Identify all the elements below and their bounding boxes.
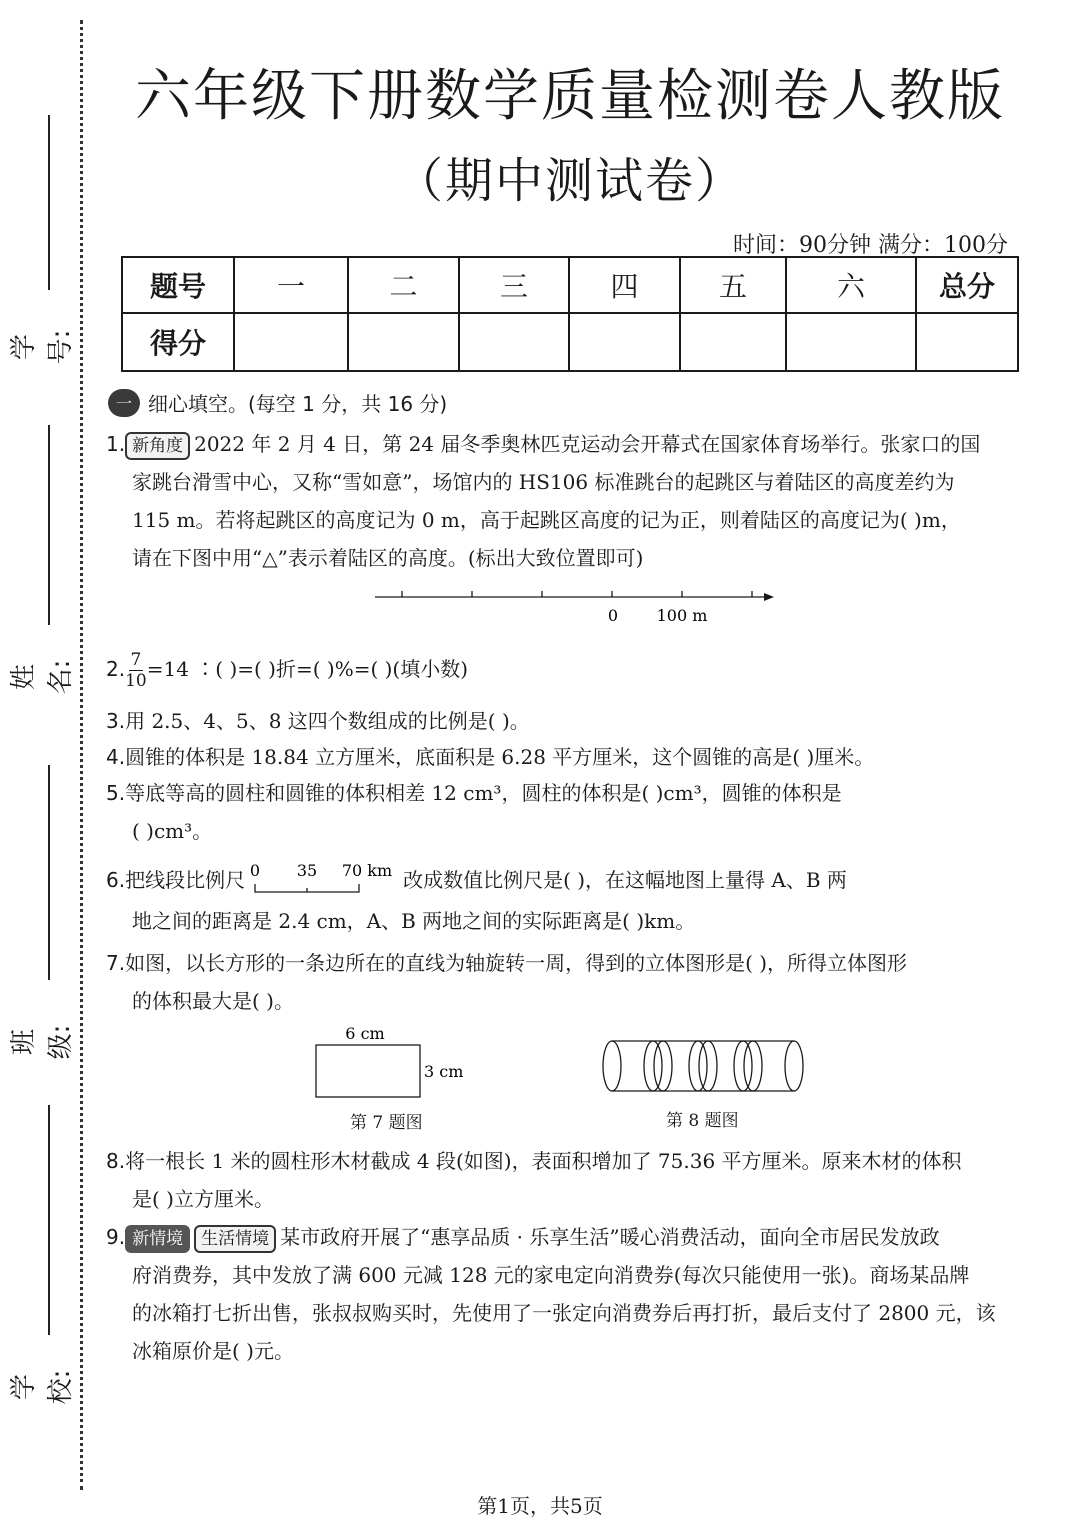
score-input-2[interactable] <box>348 313 459 371</box>
q1-line-1: 2022 年 2 月 4 日，第 24 届冬季奥林匹克运动会开幕式在国家体育场举行。张家口的国 <box>194 432 981 456</box>
q1-line-3: 115 m。若将起跳区的高度记为 0 m，高于起跳区高度的记为正，则着陆区的高度记为( )m， <box>132 508 961 532</box>
rect-width-label: 6 cm <box>345 1024 385 1043</box>
q8-line-1: 将一根长 1 米的圆柱形木材截成 4 段(如图)，表面积增加了 75.36 平方厘米。原来木材的体积 <box>125 1149 962 1173</box>
section-number-badge: 一 <box>108 389 140 417</box>
q2-text: =14 ∶( )=( )折=( )%=( )(填小数) <box>146 657 469 681</box>
question-8 <box>106 1142 1022 1218</box>
q3-text: 用 2.5、4、5、8 这四个数组成的比例是( )。 <box>125 709 530 733</box>
question-number: 8. <box>106 1149 126 1173</box>
question-9 <box>106 1218 1022 1370</box>
score-cell-label: 题号 <box>122 257 234 313</box>
q7-line-1: 如图，以长方形的一条边所在的直线为轴旋转一周，得到的立体图形是( )，所得立体图形 <box>125 951 908 975</box>
q9-line-2: 府消费券，其中发放了满 600 元减 128 元的家电定向消费券(每次只能使用一张)。商场某品牌 <box>132 1263 970 1287</box>
student-id-line <box>48 115 50 290</box>
question-number: 7. <box>106 951 126 975</box>
scale-label-35: 35 <box>296 861 318 880</box>
q9-line-4: 冰箱原价是( )元。 <box>132 1339 294 1363</box>
cylinder-end-left <box>603 1041 621 1091</box>
tag-new-situation: 新情境 <box>125 1225 190 1253</box>
question-2 <box>106 650 1022 691</box>
section-title: 细心填空。(每空 1 分，共 16 分) <box>148 392 448 416</box>
question-3 <box>106 702 1022 740</box>
q8-line-2: 是( )立方厘米。 <box>132 1187 274 1211</box>
score-input-total[interactable] <box>916 313 1018 371</box>
q6-line-2: 地之间的距离是 2.4 cm，A、B 两地之间的实际距离是( )km。 <box>132 909 696 933</box>
rect-height-label: 3 cm <box>424 1062 464 1081</box>
time-info: 时间：90分钟 满分：100分 <box>733 233 1008 258</box>
score-row-label: 得分 <box>122 313 234 371</box>
score-cell-section-3: 三 <box>459 257 569 313</box>
question-number: 4. <box>106 745 126 769</box>
score-cell-section-4: 四 <box>569 257 680 313</box>
q5-line-2: ( )cm³。 <box>132 819 213 843</box>
number-line-arrow <box>764 593 774 601</box>
question-number: 2. <box>106 657 126 681</box>
q9-line-3: 的冰箱打七折出售，张叔叔购买时，先使用了一张定向消费券后再打折，最后支付了 2800 元，该 <box>132 1301 996 1325</box>
scale-label-70km: 70 km <box>341 861 393 880</box>
student-id-label: 学号: <box>9 329 76 365</box>
tag-new-angle: 新角度 <box>125 432 190 460</box>
score-input-4[interactable] <box>569 313 680 371</box>
score-cell-section-5: 五 <box>680 257 786 313</box>
class-line <box>48 765 50 980</box>
fraction-7-10 <box>125 650 147 691</box>
fraction-numerator: 7 <box>130 650 142 670</box>
rectangle-shape <box>316 1045 420 1097</box>
score-cell-section-1: 一 <box>234 257 348 313</box>
page-title: 六年级下册数学质量检测卷人教版 <box>135 64 1005 129</box>
binding-dotted-line <box>80 20 83 1490</box>
score-input-3[interactable] <box>459 313 569 371</box>
cut-section <box>734 1041 752 1091</box>
label-100m: 100 m <box>656 606 708 625</box>
label-zero: 0 <box>607 606 619 625</box>
score-table <box>121 256 1019 372</box>
cut-section <box>744 1041 762 1091</box>
q1-line-4: 请在下图中用“△”表示着陆区的高度。(标出大致位置即可) <box>132 546 644 570</box>
number-line-figure <box>370 585 790 635</box>
question-number: 1. <box>106 432 126 456</box>
figure-7-caption: 第 7 题图 <box>350 1113 423 1133</box>
score-input-6[interactable] <box>786 313 916 371</box>
score-cell-section-6: 六 <box>786 257 916 313</box>
cut-section <box>654 1041 672 1091</box>
question-4 <box>106 738 1022 776</box>
q9-line-1: 某市政府开展了“惠享品质 · 乐享生活”暖心消费活动，面向全市居民发放政 <box>280 1225 940 1249</box>
cut-section <box>699 1041 717 1091</box>
cylinder-end-right <box>785 1041 803 1091</box>
q4-text: 圆锥的体积是 18.84 立方厘米，底面积是 6.28 平方厘米，这个圆锥的高是( )厘米。 <box>125 745 875 769</box>
question-number: 9. <box>106 1225 126 1249</box>
tag-life-situation: 生活情境 <box>194 1225 276 1253</box>
school-label: 学校: <box>9 1369 76 1405</box>
question-7 <box>106 944 1022 1020</box>
name-label: 姓名: <box>9 659 76 695</box>
school-line <box>48 1105 50 1335</box>
figure-8-caption: 第 8 题图 <box>666 1111 739 1131</box>
question-number: 6. <box>106 868 126 892</box>
rectangle-figure <box>300 1020 480 1100</box>
q6-after: 改成数值比例尺是( )，在这幅地图上量得 A、B 两 <box>403 868 847 892</box>
line-scale-bar <box>249 860 399 900</box>
question-number: 5. <box>106 781 126 805</box>
q6-lead: 把线段比例尺 <box>125 868 246 892</box>
q7-line-2: 的体积最大是( )。 <box>132 989 294 1013</box>
cut-section <box>644 1041 662 1091</box>
question-1 <box>106 425 1022 577</box>
scale-label-0: 0 <box>250 861 261 880</box>
cylinder-figure <box>598 1036 810 1096</box>
score-cell-total: 总分 <box>916 257 1018 313</box>
score-input-1[interactable] <box>234 313 348 371</box>
score-cell-section-2: 二 <box>348 257 459 313</box>
name-line <box>48 425 50 625</box>
page-footer: 第1页，共5页 <box>477 1494 603 1518</box>
fraction-denominator: 10 <box>125 671 147 691</box>
page-subtitle: （期中测试卷） <box>394 153 745 209</box>
question-5 <box>106 774 1022 850</box>
score-table-header-row <box>122 257 1018 313</box>
q5-line-1: 等底等高的圆柱和圆锥的体积相差 12 cm³，圆柱的体积是( )cm³，圆锥的体积是 <box>125 781 842 805</box>
q1-line-2: 家跳台滑雪中心，又称“雪如意”，场馆内的 HS106 标准跳台的起跳区与着陆区的高度差约为 <box>132 470 955 494</box>
section-heading <box>108 388 447 417</box>
score-input-5[interactable] <box>680 313 786 371</box>
class-label: 班级: <box>9 1024 76 1060</box>
question-6 <box>106 860 1022 940</box>
question-number: 3. <box>106 709 126 733</box>
score-table-score-row <box>122 313 1018 371</box>
cut-section <box>689 1041 707 1091</box>
